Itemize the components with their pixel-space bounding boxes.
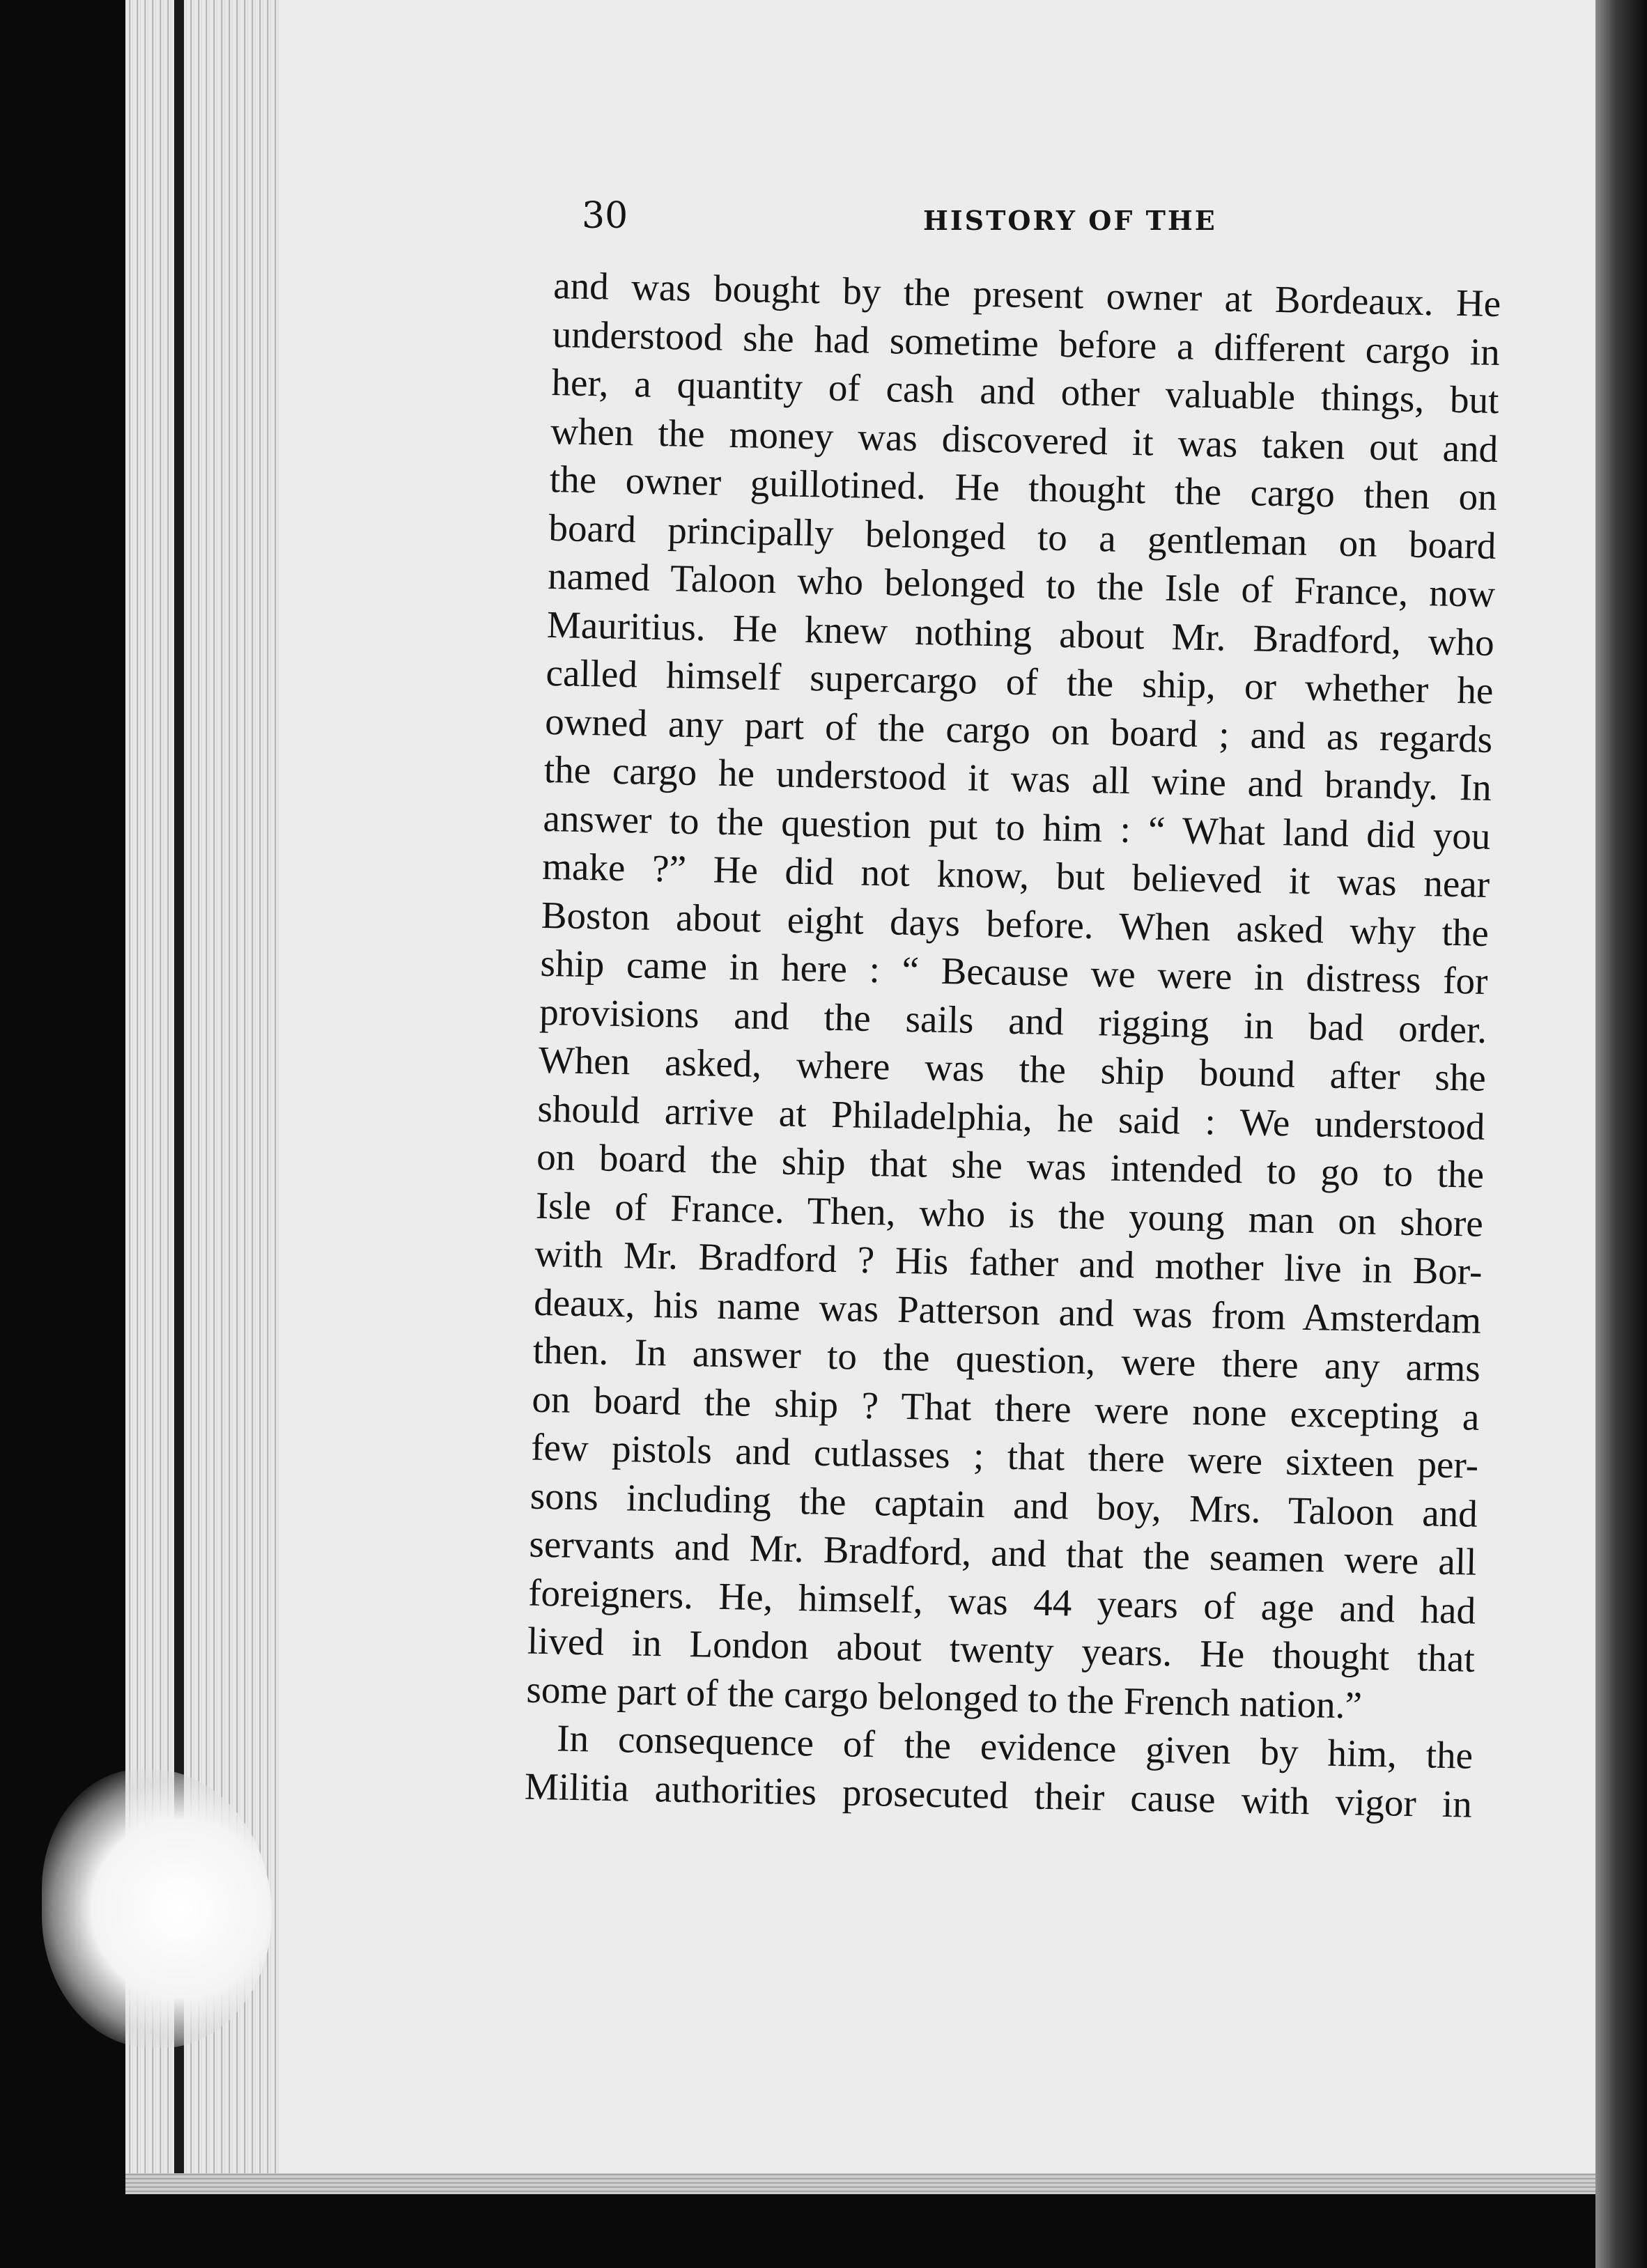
text-line: on board the ship ? That there were none excepting a — [532, 1377, 1480, 1438]
text-line: then. In answer to the question, were there any arms — [532, 1328, 1481, 1390]
text-line: on board the ship that she was intended to go to the — [536, 1135, 1485, 1196]
body-text — [524, 261, 1501, 1828]
text-line: Mauritius. He knew nothing about Mr. Bradford, who — [546, 603, 1495, 664]
text-line: some part of the cargo belonged to the French nation.” — [526, 1668, 1363, 1727]
right-edge-shadow — [1595, 0, 1647, 2268]
text-line: servants and Mr. Bradford, and that the seamen were all — [529, 1522, 1477, 1583]
running-title: HISTORY OF THE — [923, 205, 1217, 236]
text-line: her, a quantity of cash and other valuable things, but — [551, 360, 1500, 422]
text-line: make ?” He did not know, but believed it was near — [541, 844, 1490, 906]
text-line: understood she had sometime before a different cargo in — [552, 312, 1501, 373]
text-line: When asked, where was the ship bound after she — [538, 1038, 1487, 1099]
paragraph-first-line: In consequence of the evidence given by him, the — [556, 1716, 1474, 1777]
text-line: answer to the question put to him : “ What land did you — [543, 796, 1491, 857]
text-line: named Taloon who belonged to the Isle of France, now — [547, 554, 1496, 616]
text-line: Boston about eight days before. When asked why the — [541, 893, 1490, 954]
text-line: foreigners. He, himself, was 44 years of age and had — [527, 1571, 1476, 1632]
text-line: the owner guillotined. He thought the cargo then on — [549, 457, 1498, 519]
text-line: with Mr. Bradford ? His father and mother live in Bor- — [534, 1232, 1483, 1293]
text-line: the cargo he understood it was all wine and brandy. In — [543, 747, 1492, 809]
text-line: deaux, his name was Patterson and was from Amsterdam — [533, 1280, 1482, 1342]
page-number: 30 — [582, 195, 628, 237]
text-line: owned any part of the cargo on board ; and as regards — [544, 699, 1493, 761]
text-line: ship came in here : “ Because we were in distress for — [540, 941, 1488, 1002]
text-line: lived in London about twenty years. He thought that — [527, 1619, 1476, 1680]
running-head — [582, 195, 1557, 244]
bottom-page-edges — [125, 2173, 1602, 2194]
text-line: sons including the captain and boy, Mrs. Taloon and — [529, 1474, 1478, 1535]
text-line: and was bought by the present owner at Bordeaux. He — [552, 263, 1501, 325]
text-line: few pistols and cutlasses ; that there were sixteen per- — [530, 1425, 1479, 1486]
text-line: when the money was discovered it was taken out and — [550, 409, 1499, 470]
text-line: should arrive at Philadelphia, he said : We understood — [537, 1087, 1485, 1148]
text-line: called himself supercargo of the ship, or whether he — [546, 651, 1494, 712]
text-line: Militia authorities prosecuted their cause with vigor in — [524, 1764, 1473, 1826]
text-line: provisions and the sails and rigging in bad order. — [539, 990, 1487, 1051]
text-line: Isle of France. Then, who is the young man on shore — [535, 1183, 1484, 1245]
text-line: board principally belonged to a gentleman on board — [548, 506, 1497, 567]
